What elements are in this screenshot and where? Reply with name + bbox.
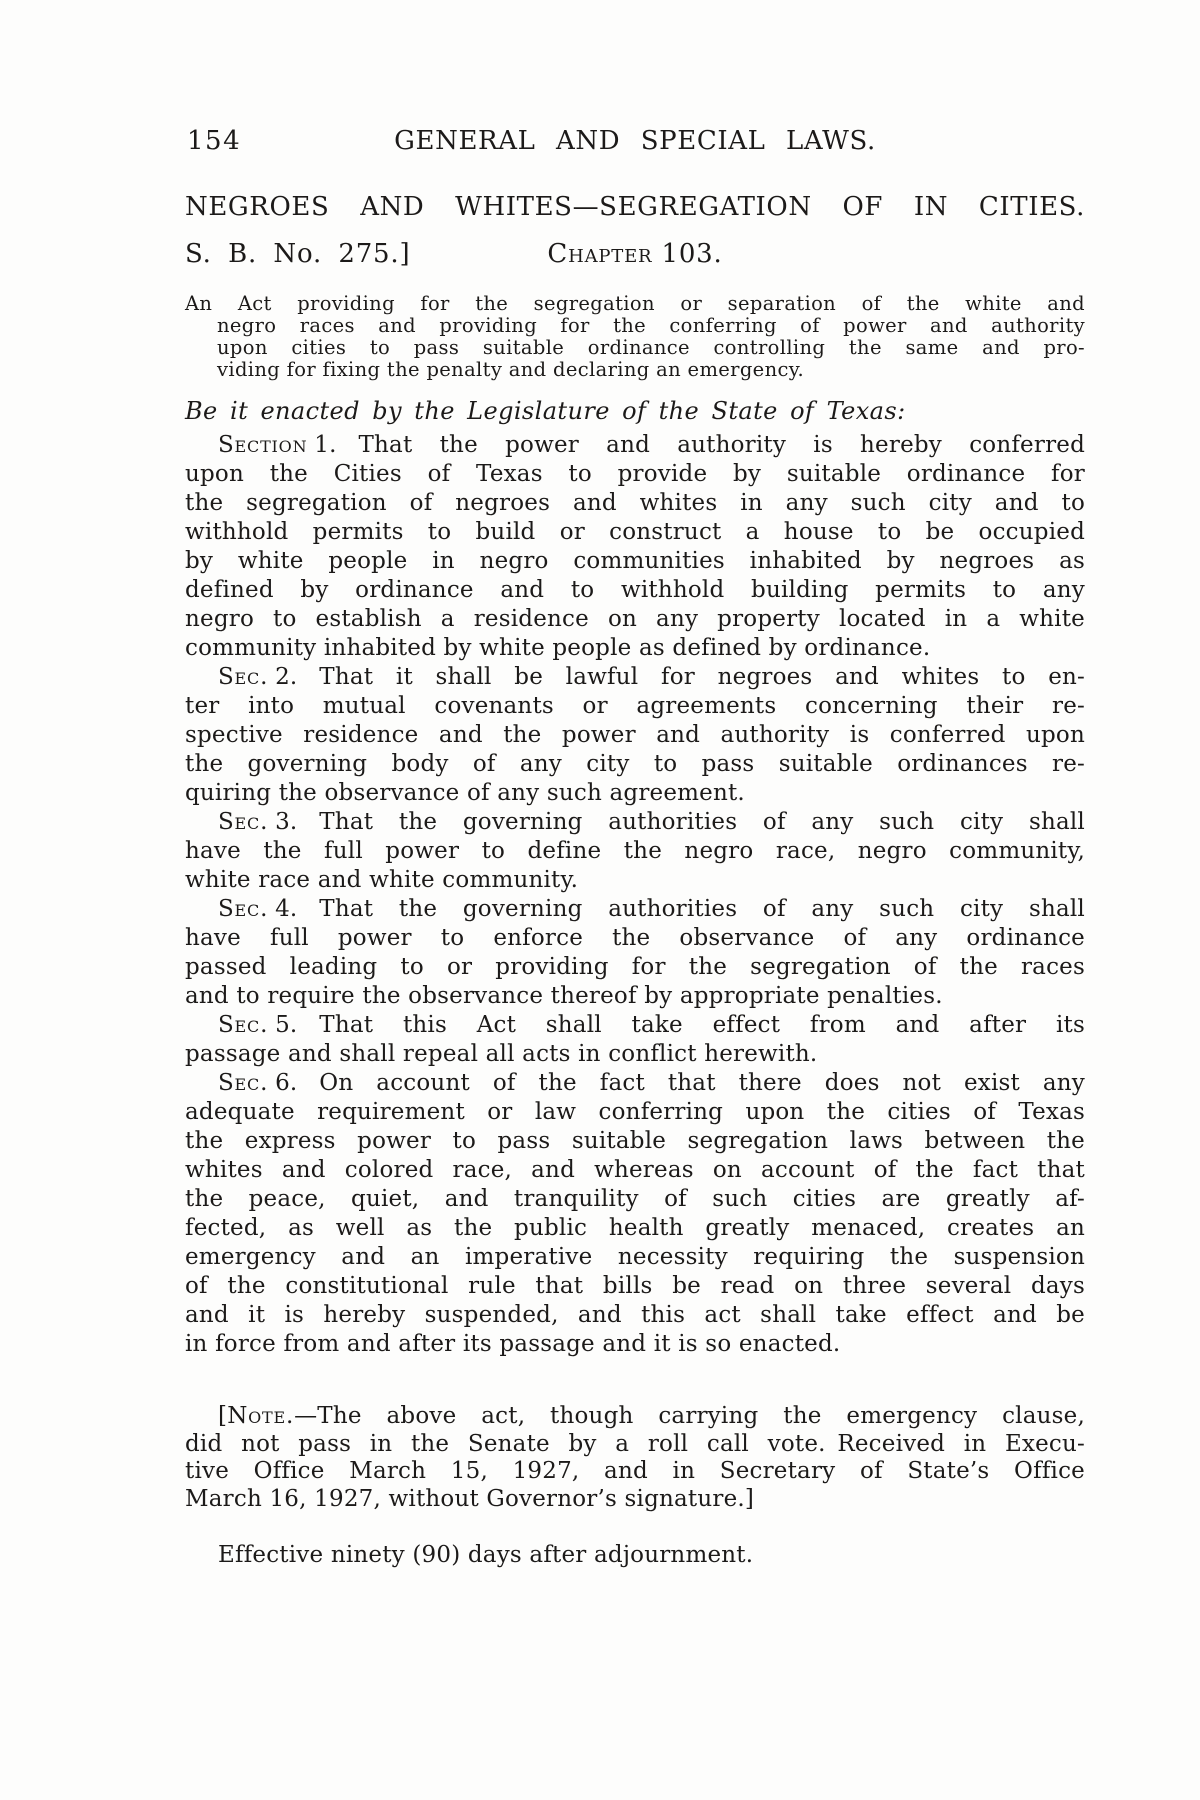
chapter-heading [547, 239, 722, 269]
text-line: the express power to pass suitable segregation laws between the [185, 1128, 1085, 1154]
section-paragraph [185, 808, 1085, 895]
section-number: 2. [275, 664, 298, 690]
text-line: by white people in negro communities inhabited by negroes as [185, 548, 1085, 574]
section-number: 3. [275, 809, 298, 835]
text-line: ter into mutual covenants or agreements concerning their re- [185, 693, 1085, 719]
section-paragraph [185, 895, 1085, 1011]
bill-number: S. B. No. 275.] [185, 239, 411, 269]
text-line: Sec. 2. That it shall be lawful for negroes and whites to en- [218, 664, 1085, 690]
text-line: Section 1. That the power and authority is hereby conferred [218, 432, 1085, 458]
text-line: community inhabited by white people as defined by ordinance. [185, 635, 931, 661]
text-line: upon cities to pass suitable ordinance controlling the same and pro- [217, 336, 1085, 359]
text-line: the segregation of negroes and whites in any such city and to [185, 490, 1085, 516]
section-paragraph [185, 1011, 1085, 1069]
text-line: and it is hereby suspended, and this act shall take effect and be [185, 1302, 1085, 1328]
running-head: GENERAL AND SPECIAL LAWS. [394, 126, 876, 156]
section-paragraph [185, 663, 1085, 808]
text-line: withhold permits to build or construct a house to be occupied [185, 519, 1085, 545]
note-label: Note. [227, 1403, 295, 1429]
effective-line: Effective ninety (90) days after adjournment. [218, 1542, 754, 1568]
act-sections [185, 431, 1085, 1359]
text-line: viding for fixing the penalty and declaring an emergency. [217, 358, 805, 381]
text-line: Sec. 4. That the governing authorities of any such city shall [218, 896, 1085, 922]
text-line: March 16, 1927, without Governor’s signature.] [185, 1485, 755, 1512]
text-line: adequate requirement or law conferring upon the cities of Texas [185, 1099, 1085, 1125]
text-line: spective residence and the power and authority is conferred upon [185, 722, 1085, 748]
text-line: negro races and providing for the conferring of power and authority [217, 314, 1085, 337]
text-line: and to require the observance thereof by appropriate penalties. [185, 983, 943, 1009]
running-header [185, 126, 1085, 156]
chapter-label: Chapter [547, 239, 653, 269]
page-number: 154 [187, 126, 242, 156]
page-content [185, 0, 1085, 1570]
section-paragraph [185, 1069, 1085, 1359]
section-number: 5. [275, 1012, 298, 1038]
text-line: the governing body of any city to pass suitable ordinances re- [185, 751, 1085, 777]
section-label: Sec. [218, 1070, 269, 1096]
section-label: Sec. [218, 1012, 269, 1038]
text-line: whites and colored race, and whereas on account of the fact that [185, 1157, 1085, 1183]
enacting-clause: Be it enacted by the Legislature of the State of Texas: [185, 397, 906, 425]
text-line: Sec. 6. On account of the fact that there does not exist any [218, 1070, 1085, 1096]
section-number: 6. [275, 1070, 298, 1096]
text-line: passed leading to or providing for the segregation of the races [185, 954, 1085, 980]
section-label: Sec. [218, 896, 269, 922]
text-line: defined by ordinance and to withhold building permits to any [185, 577, 1085, 603]
text-line: upon the Cities of Texas to provide by suitable ordinance for [185, 461, 1085, 487]
text-line: of the constitutional rule that bills be read on three several days [185, 1273, 1085, 1299]
text-line: white race and white community. [185, 867, 579, 893]
text-line: have the full power to define the negro race, negro community, [185, 838, 1085, 864]
text-line: did not pass in the Senate by a roll call vote. Received in Execu- [185, 1430, 1085, 1457]
chapter-number: 103. [661, 239, 723, 269]
text-line: negro to establish a residence on any property located in a white [185, 606, 1085, 632]
section-number: 1. [314, 432, 337, 458]
text-line: the peace, quiet, and tranquility of such cities are greatly af- [185, 1186, 1085, 1212]
note-paragraph [185, 1403, 1085, 1513]
text-line: have full power to enforce the observance of any ordinance [185, 925, 1085, 951]
section-label: Sec. [218, 809, 269, 835]
act-caption [185, 293, 1085, 381]
text-line: in force from and after its passage and it is so enacted. [185, 1331, 841, 1357]
text-line: [Note.—The above act, though carrying the emergency clause, [218, 1403, 1085, 1429]
text-line: tive Office March 15, 1927, and in Secretary of State’s Office [185, 1458, 1085, 1484]
text-line: passage and shall repeal all acts in conflict herewith. [185, 1041, 818, 1067]
section-number: 4. [275, 896, 298, 922]
section-label: Section [218, 432, 308, 458]
section-paragraph [185, 431, 1085, 663]
law-title: NEGROES AND WHITES—SEGREGATION OF IN CITIES. [185, 192, 1085, 222]
text-line: emergency and an imperative necessity requiring the suspension [185, 1244, 1085, 1270]
bill-chapter-row [185, 239, 1085, 269]
text-line: An Act providing for the segregation or separation of the white and [185, 292, 1085, 315]
text-line: fected, as well as the public health greatly menaced, creates an [185, 1215, 1085, 1241]
text-line: Sec. 5. That this Act shall take effect from and after its [218, 1012, 1085, 1038]
text-line: Sec. 3. That the governing authorities of any such city shall [218, 809, 1085, 835]
section-label: Sec. [218, 664, 269, 690]
text-line: quiring the observance of any such agreement. [185, 780, 745, 806]
